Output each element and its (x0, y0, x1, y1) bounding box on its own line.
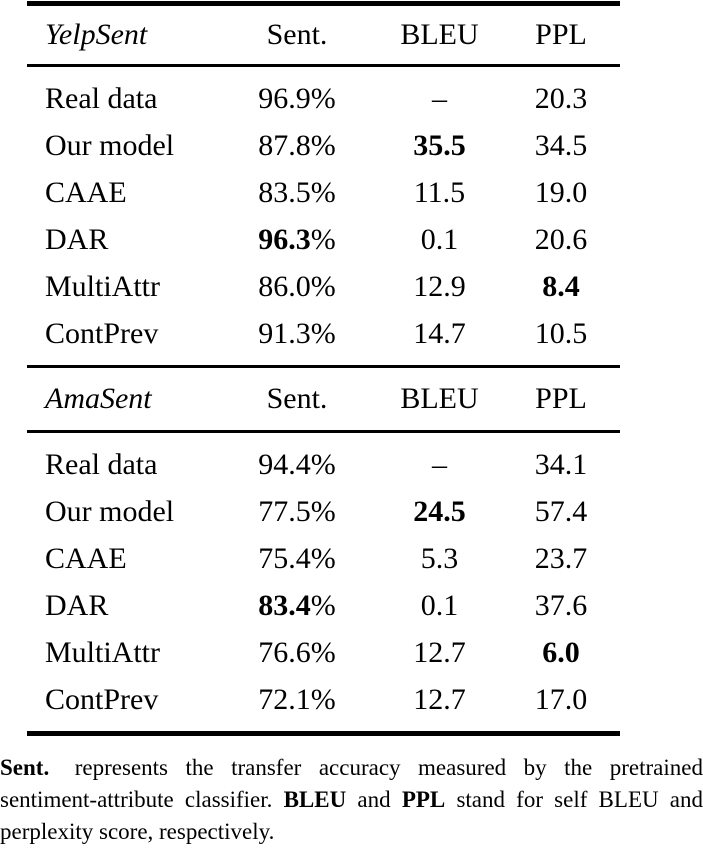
table-row (27, 488, 620, 535)
ppl-cell: 20.3 (534, 81, 588, 115)
model-name-cell: MultiAttr (45, 635, 161, 669)
ppl-cell: 19.0 (534, 175, 588, 209)
percent-sign: % (310, 222, 336, 256)
bleu-cell: – (432, 447, 447, 481)
ppl-cell: 34.5 (534, 128, 588, 162)
percent-sign: % (310, 175, 336, 209)
table-row (27, 75, 620, 122)
sent-value: 86.0 (258, 269, 311, 303)
ppl-cell: 34.1 (534, 447, 588, 481)
bleu-cell: 12.7 (413, 682, 466, 716)
table-row (27, 676, 620, 723)
column-header-bleu: BLEU (400, 382, 479, 415)
yelpsent-header-row (27, 6, 620, 64)
yelpsent-rows (27, 67, 620, 365)
model-name-cell: Our model (45, 494, 175, 528)
column-header-bleu: BLEU (400, 18, 479, 51)
ppl-cell: 57.4 (534, 494, 588, 528)
model-name-cell: CAAE (45, 175, 127, 209)
percent-sign: % (310, 494, 336, 528)
sent-value: 96.3 (258, 222, 311, 256)
amasent-header-row (27, 368, 620, 430)
sent-cell (217, 317, 377, 351)
bleu-cell: 5.3 (420, 541, 459, 575)
sent-value: 72.1 (258, 682, 311, 716)
sent-value: 96.9 (258, 81, 311, 115)
sent-value: 91.3 (258, 316, 311, 350)
sent-value: 77.5 (258, 494, 311, 528)
model-name-cell: DAR (45, 588, 109, 622)
percent-sign: % (310, 682, 336, 716)
percent-sign: % (310, 635, 336, 669)
sent-value: 87.8 (258, 128, 311, 162)
table-row (27, 535, 620, 582)
bottom-rule (27, 731, 620, 736)
table-row (27, 216, 620, 263)
bleu-cell: 24.5 (413, 494, 466, 528)
column-header-sent: Sent. (266, 382, 328, 415)
table-row (27, 122, 620, 169)
percent-sign: % (310, 128, 336, 162)
sent-cell (217, 636, 377, 670)
bleu-cell: 14.7 (413, 316, 466, 350)
sent-value: 76.6 (258, 635, 311, 669)
column-header-ppl: PPL (535, 382, 587, 415)
dataset-label-yelpsent: YelpSent (45, 18, 148, 51)
ppl-cell: 6.0 (542, 635, 580, 669)
model-name-cell: ContPrev (45, 682, 159, 716)
sent-cell (217, 82, 377, 116)
table-row (27, 629, 620, 676)
model-name-cell: Real data (45, 447, 158, 481)
sent-value: 94.4 (258, 447, 311, 481)
model-name-cell: CAAE (45, 541, 127, 575)
percent-sign: % (310, 541, 336, 575)
sent-cell (217, 542, 377, 576)
sent-value: 83.5 (258, 175, 311, 209)
column-header-ppl: PPL (535, 18, 587, 51)
percent-sign: % (310, 316, 336, 350)
model-name-cell: Our model (45, 128, 175, 162)
caption-text: stand for self BLEU and perplexity score, respectively. (0, 787, 703, 844)
table-row (27, 582, 620, 629)
percent-sign: % (310, 269, 336, 303)
model-name-cell: DAR (45, 222, 109, 256)
caption-term-sent: Sent. (0, 755, 50, 780)
model-name-cell: ContPrev (45, 316, 159, 350)
caption-text: and (346, 787, 402, 812)
table-row (27, 169, 620, 216)
ppl-cell: 10.5 (534, 316, 588, 350)
table-row (27, 441, 620, 488)
ppl-cell: 20.6 (534, 222, 588, 256)
model-name-cell: Real data (45, 81, 158, 115)
ppl-cell: 8.4 (542, 269, 580, 303)
bleu-cell: 0.1 (420, 588, 459, 622)
caption-term-ppl: PPL (401, 787, 446, 812)
percent-sign: % (310, 81, 336, 115)
percent-sign: % (310, 447, 336, 481)
ppl-cell: 17.0 (534, 682, 588, 716)
sent-cell (217, 589, 377, 623)
amasent-rows (27, 433, 620, 731)
bleu-cell: – (432, 81, 447, 115)
sent-value: 83.4 (258, 588, 311, 622)
table-row (27, 310, 620, 357)
sent-cell (217, 176, 377, 210)
sent-cell (217, 448, 377, 482)
caption-term-bleu: BLEU (283, 787, 347, 812)
bleu-cell: 12.7 (413, 635, 466, 669)
ppl-cell: 37.6 (534, 588, 588, 622)
bleu-cell: 0.1 (420, 222, 459, 256)
sent-cell (217, 129, 377, 163)
sent-cell (217, 683, 377, 717)
table-caption (0, 752, 703, 848)
bleu-cell: 12.9 (413, 269, 466, 303)
sent-cell (217, 270, 377, 304)
table-row (27, 263, 620, 310)
model-name-cell: MultiAttr (45, 269, 161, 303)
bleu-cell: 11.5 (413, 175, 466, 209)
dataset-label-amasent: AmaSent (45, 382, 152, 415)
sent-value: 75.4 (258, 541, 311, 575)
results-table (27, 1, 620, 736)
percent-sign: % (310, 588, 336, 622)
column-header-sent: Sent. (266, 18, 328, 51)
sent-cell (217, 495, 377, 529)
bleu-cell: 35.5 (413, 128, 466, 162)
caption-text: represents the transfer accuracy measured by the pretrained sentiment-attribute classifier. (0, 755, 703, 812)
ppl-cell: 23.7 (534, 541, 588, 575)
sent-cell (217, 223, 377, 257)
